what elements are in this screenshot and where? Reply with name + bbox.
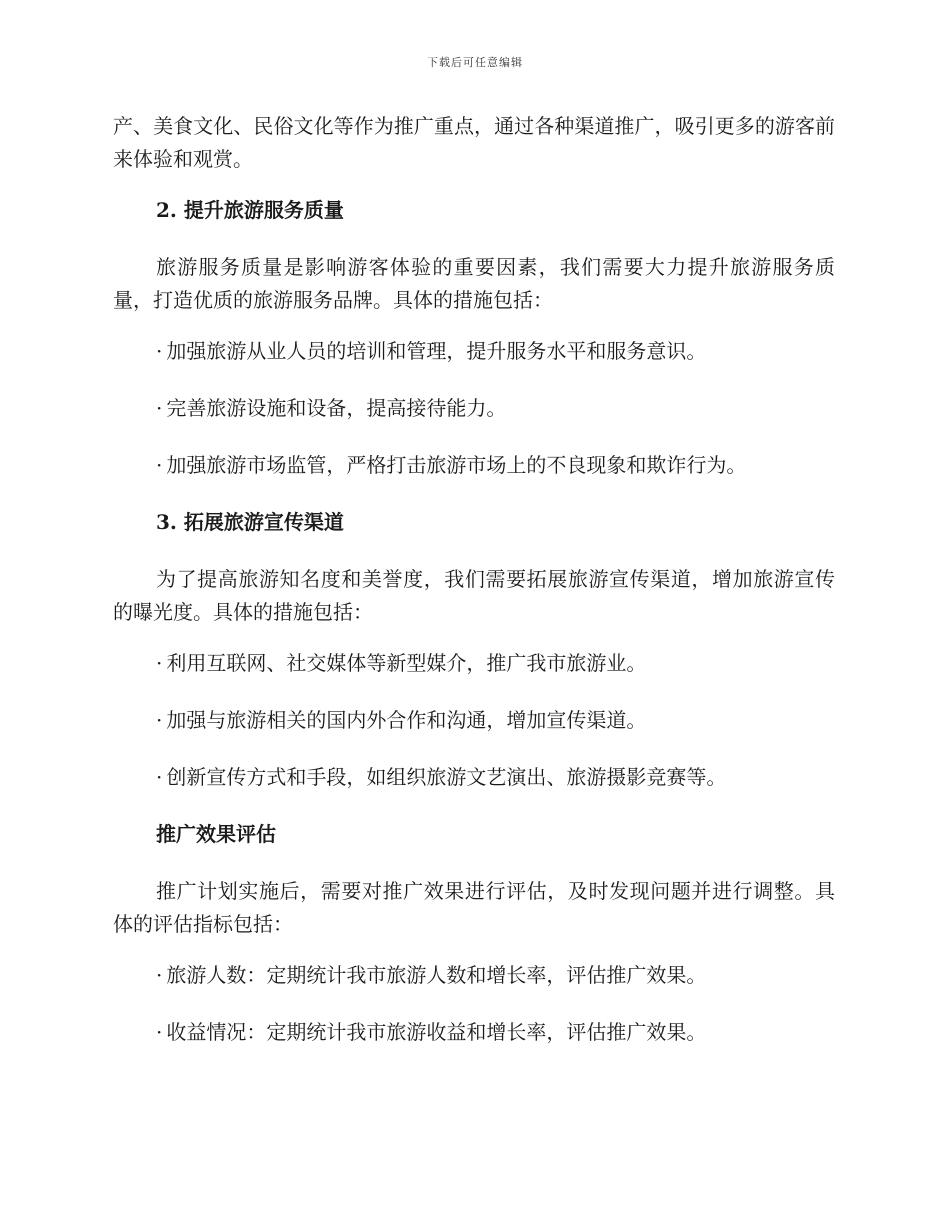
bullet-text: 旅游人数：定期统计我市旅游人数和增长率，评估推广效果。: [166, 963, 707, 987]
bullet-symbol: ·: [156, 765, 163, 789]
bullet-symbol: ·: [156, 1020, 163, 1044]
section-3-paragraph: 为了提高旅游知名度和美誉度，我们需要拓展旅游宣传渠道，增加旅游宣传的曝光度。具体的措施包括：: [113, 567, 835, 624]
bullet-symbol: ·: [156, 396, 163, 420]
bullet-text: 加强旅游市场监管，严格打击旅游市场上的不良现象和欺诈行为。: [166, 453, 747, 477]
bullet-text: 完善旅游设施和设备，提高接待能力。: [166, 396, 507, 420]
bullet-symbol: ·: [156, 339, 163, 363]
bullet-text: 收益情况：定期统计我市旅游收益和增长率，评估推广效果。: [166, 1020, 707, 1044]
section-3-heading: 3. 拓展旅游宣传渠道: [156, 510, 344, 534]
section-2-paragraph: 旅游服务质量是影响游客体验的重要因素，我们需要大力提升旅游服务质量，打造优质的旅游服务品牌。具体的措施包括：: [113, 255, 835, 312]
intro-continued-paragraph: 产、美食文化、民俗文化等作为推广重点，通过各种渠道推广，吸引更多的游客前来体验和观赏。: [113, 114, 835, 171]
evaluation-paragraph: 推广计划实施后，需要对推广效果进行评估，及时发现问题并进行调整。具体的评估指标包括：: [113, 879, 835, 936]
bullet-symbol: ·: [156, 708, 163, 732]
section-2-heading: 2. 提升旅游服务质量: [156, 198, 344, 222]
bullet-text: 创新宣传方式和手段，如组织旅游文艺演出、旅游摄影竞赛等。: [166, 765, 727, 789]
section-2-bullet-3: [113, 449, 835, 482]
evaluation-bullet-1: [113, 959, 835, 992]
page-header-note: 下载后可任意编辑: [427, 56, 523, 69]
bullet-symbol: ·: [156, 963, 163, 987]
bullet-text: 加强与旅游相关的国内外合作和沟通，增加宣传渠道。: [166, 708, 647, 732]
section-3-bullet-2: [113, 704, 835, 737]
evaluation-bullet-2: [113, 1016, 835, 1049]
bullet-symbol: ·: [156, 651, 163, 675]
section-3-bullet-1: [113, 647, 835, 680]
section-2-bullet-2: [113, 392, 835, 425]
bullet-symbol: ·: [156, 453, 163, 477]
bullet-text: 利用互联网、社交媒体等新型媒介，推广我市旅游业。: [166, 651, 647, 675]
document-body: [113, 110, 835, 1073]
evaluation-heading: 推广效果评估: [156, 822, 276, 846]
section-3-bullet-3: [113, 761, 835, 794]
section-2-bullet-1: [113, 335, 835, 368]
bullet-text: 加强旅游从业人员的培训和管理，提升服务水平和服务意识。: [166, 339, 707, 363]
